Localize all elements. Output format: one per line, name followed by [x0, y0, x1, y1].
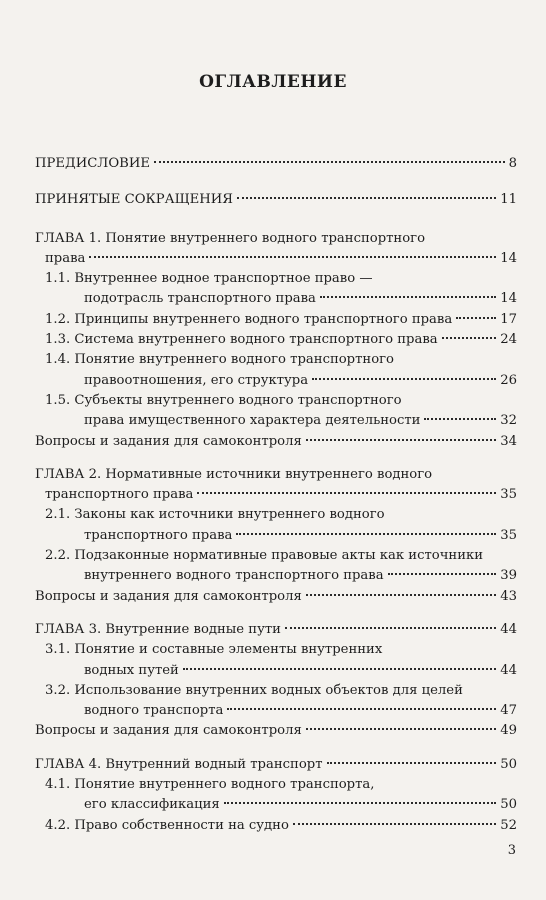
dot-leader [442, 337, 497, 339]
dot-leader [293, 823, 496, 825]
toc-page-number: 50 [500, 756, 517, 772]
dot-leader [285, 627, 496, 629]
toc-page-number: 52 [500, 817, 517, 833]
toc-entry-continuation [45, 526, 517, 546]
toc-entry-text: 1.5. Субъекты внутреннего водного транспортного [45, 392, 402, 408]
toc-entry-continuation [45, 566, 517, 586]
toc-entry-continuation [45, 701, 517, 721]
toc-entry-continuation [35, 485, 517, 505]
page-footer-number: 3 [507, 843, 516, 858]
toc-entry-continuation [45, 795, 517, 815]
toc-entry-text: Вопросы и задания для самоконтроля [35, 723, 302, 739]
toc-page-number: 26 [500, 372, 517, 388]
toc-entry-text: 2.2. Подзаконные нормативные правовые акты как источники [45, 548, 484, 564]
dot-leader [327, 762, 497, 764]
toc-entry-continuation [45, 289, 517, 309]
dot-leader [320, 296, 496, 298]
toc-entry-preface [35, 154, 517, 174]
toc-page-number: 24 [500, 332, 517, 348]
toc-section-1-1 [35, 269, 517, 310]
toc-entry-text: ГЛАВА 2. Нормативные источники внутреннего водного [35, 466, 433, 482]
toc-entry-text: 4.2. Право собственности на судно [45, 817, 289, 833]
toc-entry-text: ГЛАВА 3. Внутренние водные пути [35, 621, 281, 637]
dot-leader [236, 533, 496, 535]
toc-section-4-1 [35, 775, 517, 816]
toc-entry-text: водного транспорта [84, 703, 224, 719]
toc-section-1-2 [35, 310, 517, 330]
toc-page-number: 35 [500, 527, 517, 543]
dot-leader [227, 708, 496, 710]
toc-entry-text: 1.3. Система внутреннего водного транспортного права [45, 332, 438, 348]
toc-entry-text: транспортного права [84, 527, 233, 543]
toc-page-number: 39 [500, 568, 517, 584]
toc-entry-continuation [45, 411, 517, 431]
dot-leader [306, 728, 496, 730]
dot-leader [237, 197, 496, 199]
toc-entry-text: его классификация [84, 797, 220, 813]
dot-leader [224, 802, 497, 804]
toc-page-number: 47 [500, 703, 517, 719]
toc-page-number: 35 [500, 487, 517, 503]
toc-page-number: 17 [500, 311, 517, 327]
toc-page-number: 34 [500, 433, 517, 449]
toc-entry-text: ГЛАВА 4. Внутренний водный транспорт [35, 756, 323, 772]
toc-entry-text: 3.1. Понятие и составные элементы внутренних [45, 642, 383, 658]
dot-leader [306, 594, 496, 596]
toc-questions-3 [35, 721, 517, 741]
toc-entry-text: 4.1. Понятие внутреннего водного транспорта, [45, 777, 375, 793]
toc-entry-text: водных путей [84, 662, 179, 678]
dot-leader [197, 492, 496, 494]
toc-entry-text: 1.4. Понятие внутреннего водного транспортного [45, 352, 394, 368]
toc-entry-text: права [45, 250, 86, 266]
toc-entry-text: внутреннего водного транспортного права [84, 568, 384, 584]
dot-leader [456, 317, 496, 319]
toc-chapter-1 [35, 229, 517, 270]
toc-entry-text: 2.1. Законы как источники внутреннего водного [45, 507, 385, 523]
dot-leader [89, 256, 496, 258]
toc-section-3-2 [35, 681, 517, 722]
dot-leader [183, 668, 496, 670]
toc-section-1-3 [35, 330, 517, 350]
toc-page-number: 50 [500, 797, 517, 813]
toc-entry-text: подотрасль транспортного права [84, 291, 316, 307]
dot-leader [312, 378, 496, 380]
toc-page-number: 14 [500, 250, 517, 266]
toc-entry-text: транспортного права [45, 487, 194, 503]
toc-page-number: 11 [500, 192, 517, 208]
toc-entry-continuation [35, 249, 517, 269]
toc-page-number: 8 [508, 156, 517, 171]
toc-entry-continuation [45, 371, 517, 391]
dot-leader [424, 418, 496, 420]
toc-section-3-1 [35, 640, 517, 681]
toc-entry-text: 1.2. Принципы внутреннего водного транспортного права [45, 311, 453, 327]
toc-entry-text: Вопросы и задания для самоконтроля [35, 588, 302, 604]
dot-leader [306, 439, 496, 441]
page-title: ОГЛАВЛЕНИЕ [199, 72, 347, 92]
toc-page-number: 43 [500, 588, 517, 604]
toc-questions-1 [35, 432, 517, 452]
toc-questions-2 [35, 587, 517, 607]
toc-chapter-4 [35, 755, 517, 775]
toc-section-1-5 [35, 391, 517, 432]
toc-page-number: 44 [500, 662, 517, 678]
dot-leader [388, 573, 497, 575]
toc-section-1-4 [35, 350, 517, 391]
toc-entry-continuation [45, 661, 517, 681]
toc-entry-text: Вопросы и задания для самоконтроля [35, 433, 302, 449]
toc-chapter-2 [35, 465, 517, 506]
toc-entry-text: ПРИНЯТЫЕ СОКРАЩЕНИЯ [35, 192, 233, 208]
toc-entry-text: ГЛАВА 1. Понятие внутреннего водного транспортного [35, 230, 426, 246]
toc-entry-text: 3.2. Использование внутренних водных объектов для целей [45, 682, 463, 698]
toc-section-4-2 [35, 816, 517, 836]
toc-chapter-3 [35, 620, 517, 640]
toc-page-number: 49 [500, 723, 517, 739]
dot-leader [154, 161, 505, 163]
toc-entry-text: ПРЕДИСЛОВИЕ [35, 156, 150, 171]
toc-page-number: 32 [500, 413, 517, 429]
toc-page-number: 14 [500, 291, 517, 307]
toc-entry-abbreviations [35, 190, 517, 210]
toc-entry-text: права имущественного характера деятельности [84, 413, 421, 429]
toc-entry-text: правоотношения, его структура [84, 372, 309, 388]
toc-entry-text: 1.1. Внутреннее водное транспортное право — [45, 271, 373, 287]
toc-page-number: 44 [500, 621, 517, 637]
table-of-contents [35, 154, 517, 836]
toc-section-2-1 [35, 505, 517, 546]
toc-section-2-2 [35, 546, 517, 587]
